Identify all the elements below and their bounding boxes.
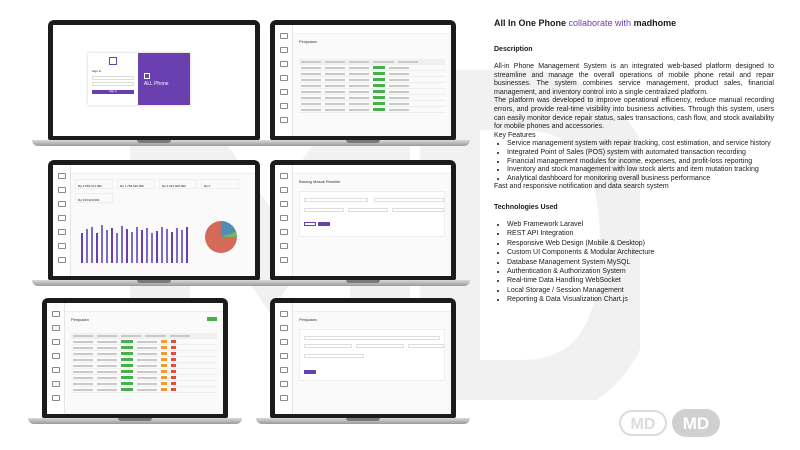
technology-item: • Responsive Web Design (Mobile & Desktop) [507,239,774,248]
stat-card: Rp 2.563.471.092 [75,179,113,189]
laptop-dashboard-mockup [48,160,260,286]
page-title: Penjualan [71,317,89,322]
laptop-login-mockup [48,20,260,146]
feature-item: • Inventory and stock management with low stock alerts and item mutation tracking [507,166,774,175]
password-field[interactable] [92,82,134,86]
topbar [71,165,255,174]
sign-in-button[interactable]: Sign In [92,90,134,94]
form-field[interactable] [374,198,444,202]
description-paragraph-1: All-in Phone Management System is an integrated web-based platform designed to streamline and manage the overall operations of mobile phone retail and repair businesses. The system combines service management, product sales, financial management, and inventory control into a single centralized platform. [494,63,774,96]
sidebar [275,25,293,136]
features-list [494,140,774,183]
md-logo-outline [620,411,666,435]
technology-item: • REST API Integration [507,229,774,238]
topbar [293,25,451,34]
chart-bar [166,229,168,263]
page-title: Penjualan [299,39,317,44]
form-field[interactable] [392,208,444,212]
form-field[interactable] [304,208,344,212]
sidebar [53,165,71,276]
topbar [65,303,223,312]
stat-card: Rp 1.752.620.000 [117,179,155,189]
form-field[interactable] [356,344,404,348]
chart-bar [101,225,103,263]
chart-bar [111,228,113,263]
sidebar [275,303,293,414]
data-table [71,333,217,393]
pos-card [299,329,445,381]
technology-item: • Web Framework Laravel [507,220,774,229]
technology-item: • Authentication & Authorization System [507,267,774,276]
laptop-pos-mockup [270,298,456,424]
chart-bar [116,233,118,263]
technologies-heading: Technologies Used [494,203,558,211]
form-field[interactable] [304,354,364,358]
project-info [494,18,774,305]
description-heading: Description [494,46,533,53]
collab-text: collaborate with [566,18,634,28]
project-name: All In One Phone [494,18,567,28]
md-logo-filled [672,409,720,437]
description-paragraph-2: The platform was developed to improve operational efficiency, reduce manual recording errors, and provide real-time visibility into business activities. Through this system, users can easily monitor device repair status, sales transactions, cash flow, and stock availability for mobile phones and accessories. [494,97,774,131]
chart-bar [181,230,183,263]
form-field[interactable] [408,344,444,348]
pie-chart [203,219,239,255]
chart-bar [86,229,88,263]
form-card [299,191,445,237]
login-card [88,53,190,105]
project-title [494,18,774,28]
chart-bar [151,233,153,263]
technologies-list [494,220,774,305]
login-title: Sign In [92,69,102,73]
chart-bar [146,228,148,263]
username-field[interactable] [92,76,134,80]
sidebar [47,303,65,414]
login-form [88,53,138,105]
partner-name: madhome [633,18,677,28]
login-brand-panel [138,53,190,105]
form-field[interactable] [348,208,388,212]
brand-logo-icon [144,73,150,79]
stat-card-5: Rp 333.320.000 [75,193,113,203]
technology-item: • Custom UI Components & Modular Architecture [507,248,774,257]
chart-bar [186,227,188,263]
technology-item: • Real-time Data Handling WebSocket [507,276,774,285]
feature-item: • Analytical dashboard for monitoring overall business performance [507,175,774,184]
topbar [293,303,451,312]
chart-bar [171,232,173,263]
brand-name: ALL Phone [144,81,169,87]
form-field[interactable] [304,336,440,340]
chart-bar [126,229,128,263]
save-button[interactable] [318,222,330,226]
chart-bar [136,227,138,263]
chart-bar [81,233,83,263]
chart-bar [91,227,93,263]
sales-table [299,59,445,113]
chart-bar [176,228,178,263]
feature-item: • Integrated Point of Sales (POS) system with automated transaction recording [507,149,774,158]
page-title: Penjualan [299,317,317,322]
technology-item: • Local Storage / Session Management [507,286,774,295]
sidebar [275,165,293,276]
feature-item: • Financial management modules for income, expenses, and profit-loss reporting [507,158,774,167]
features-closing: Fast and responsive notification and data search system [494,183,669,191]
app-logo-icon [109,57,117,65]
page-title: Barang Masuk Reseller [299,179,341,184]
reset-button[interactable] [304,222,316,226]
chart-bar [156,231,158,263]
stat-card: Rp 0 [201,179,239,189]
chart-bar [106,230,108,263]
stat-card: Rp 4.012.900.000 [159,179,197,189]
chart-bar [121,226,123,263]
form-field[interactable] [304,344,352,348]
form-field[interactable] [304,198,368,202]
laptop-form-mockup [270,160,456,286]
svg-text:MD: MD [630,416,656,433]
features-heading: Key Features [494,131,536,139]
technology-item: • Reporting & Data Visualization Chart.js [507,295,774,304]
laptop-list-actions-mockup [42,298,228,424]
save-button[interactable] [304,370,316,374]
chart-bar [131,232,133,263]
technology-item: • Database Management System MySQL [507,258,774,267]
bar-chart [77,213,197,265]
feature-item: • Service management system with repair tracking, cost estimation, and service history [507,140,774,149]
brand-logos [618,405,722,441]
chart-bar [141,230,143,263]
chart-bar [96,233,98,263]
chart-bar [161,227,163,263]
laptop-sales-list-mockup [270,20,456,146]
svg-text:MD: MD [682,414,710,433]
add-button[interactable] [207,317,217,321]
topbar [293,165,451,174]
